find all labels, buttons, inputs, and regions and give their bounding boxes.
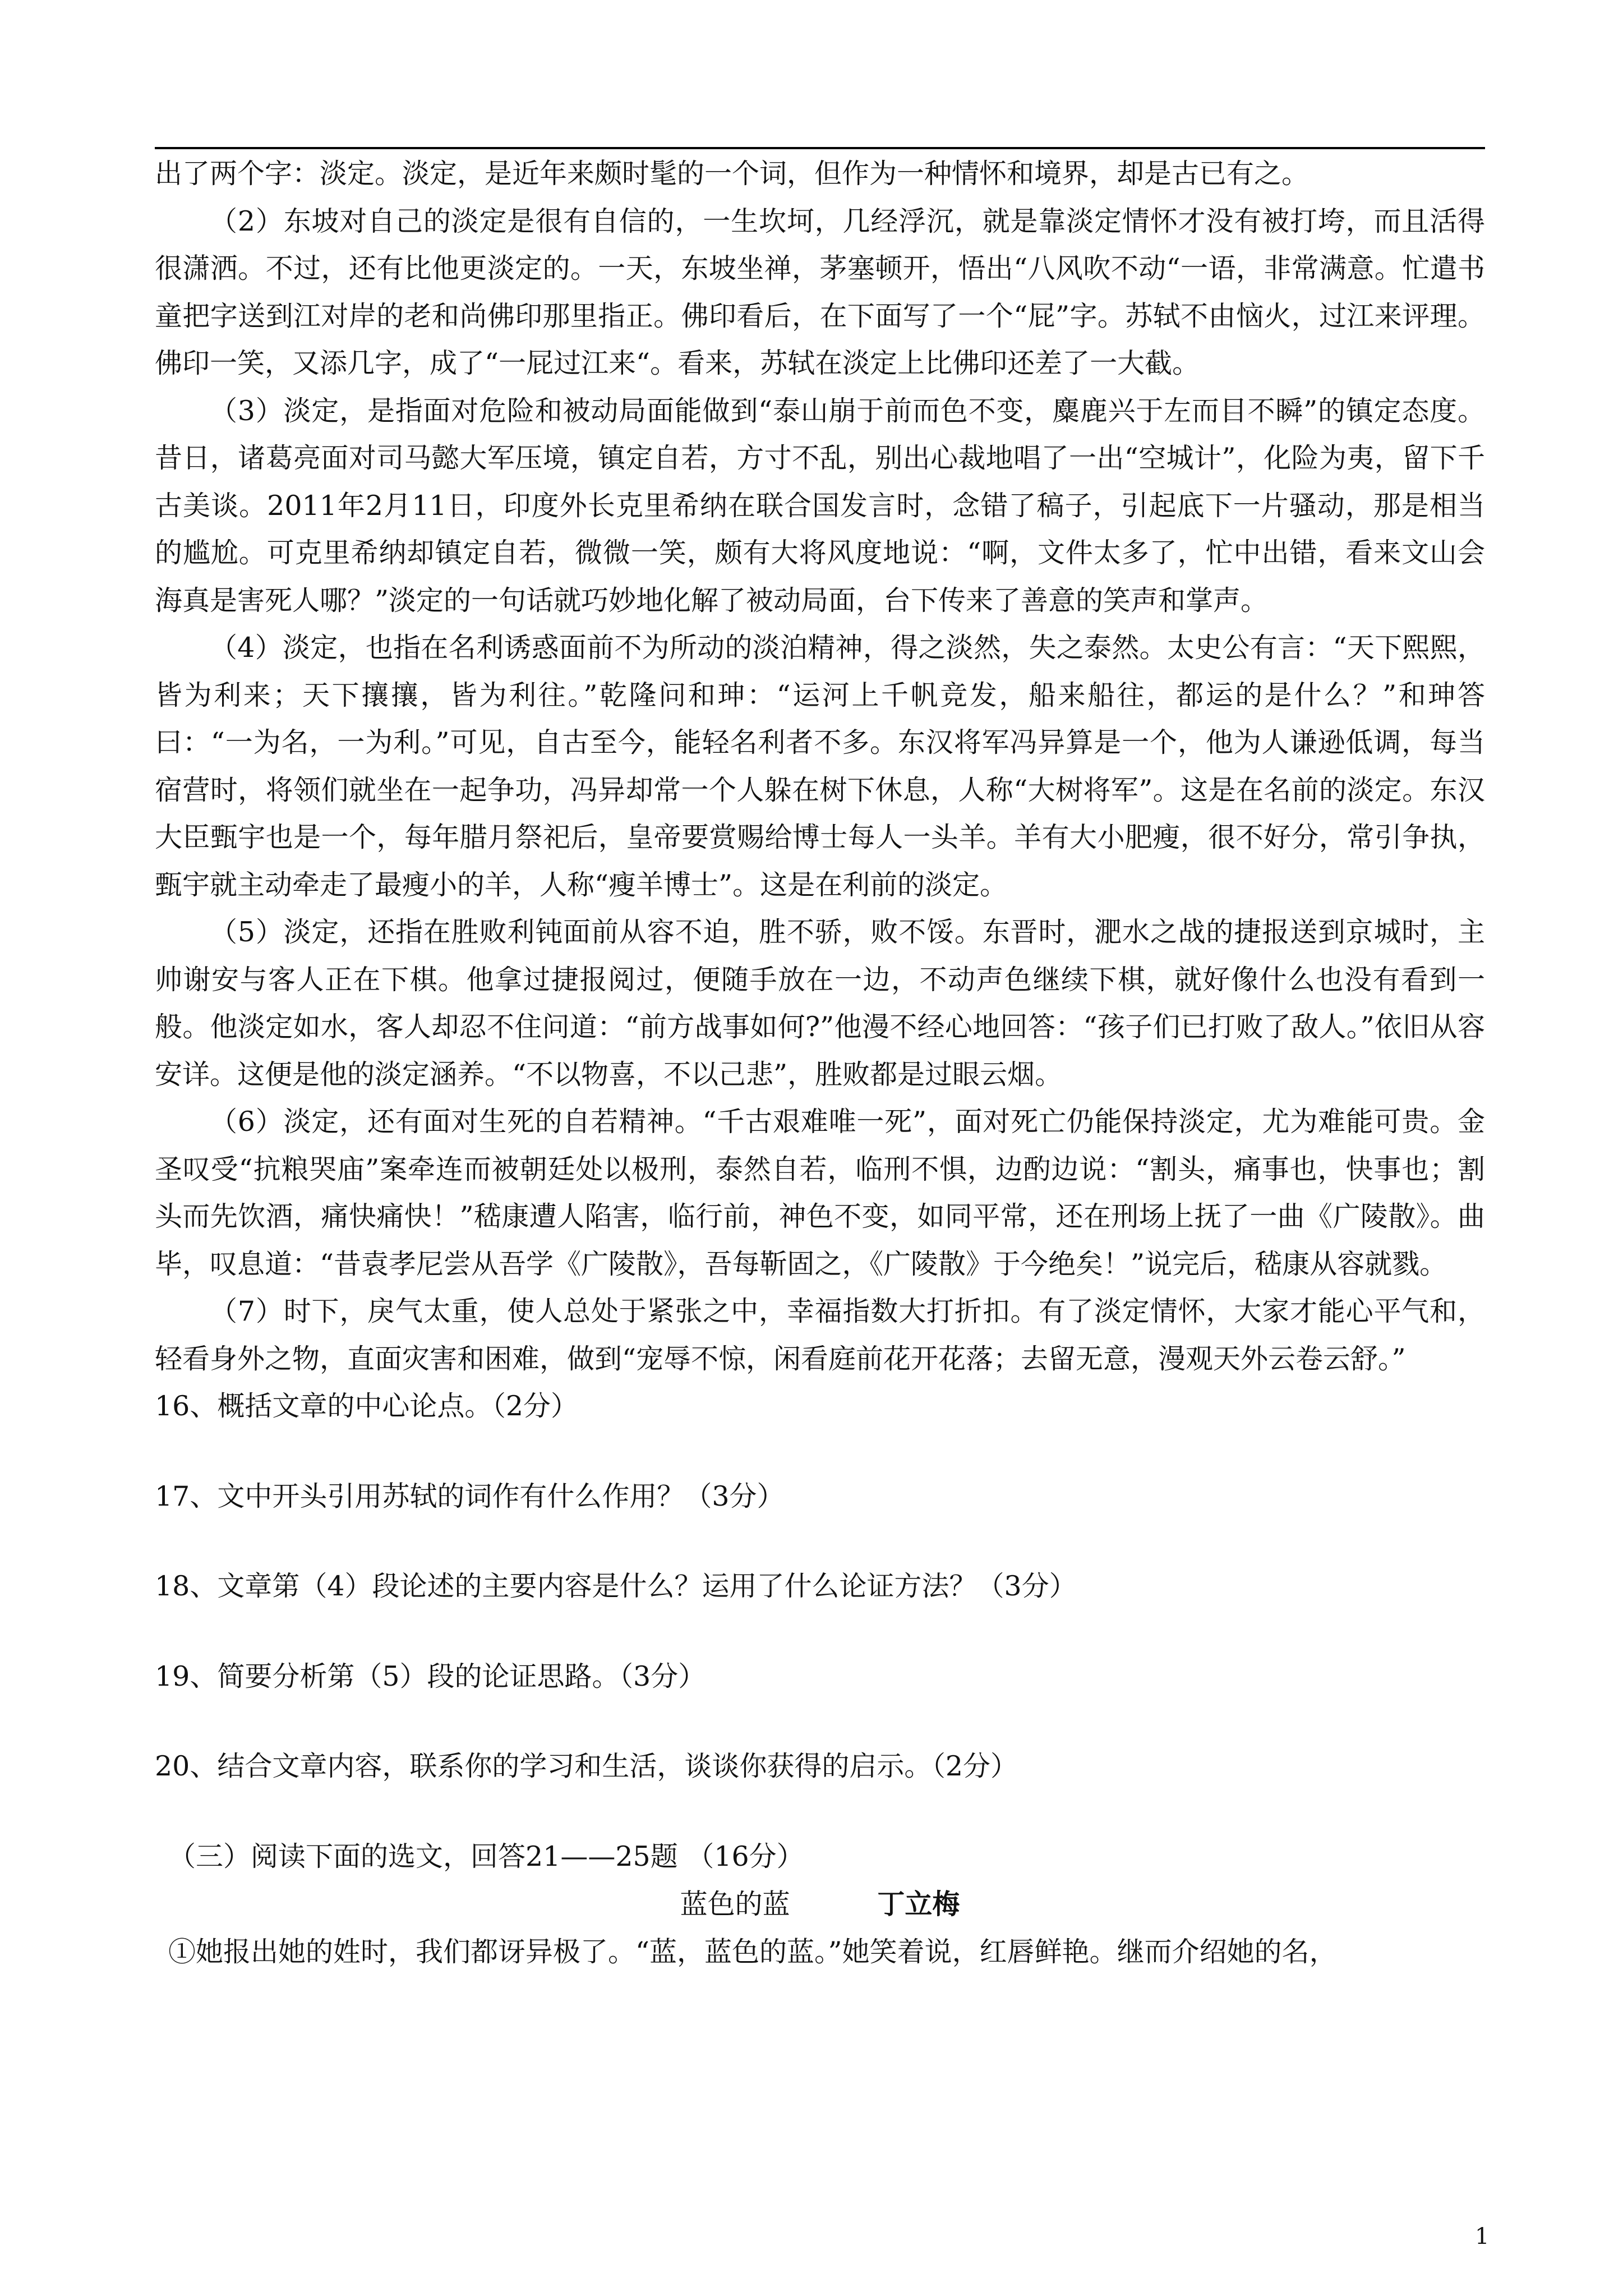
question-16: 16、概括文章的中心论点。（2分）	[155, 1390, 579, 1422]
paragraph-7: （7）时下，戾气太重，使人总处于紧张之中，幸福指数大打折扣。有了淡定情怀，大家才能心平气和，轻看身外之物，直面灾害和困难，做到“宠辱不惊，闲看庭前花开花落；去留无意，漫观天外云卷云舒。”	[155, 1295, 1485, 1375]
page-number: 1	[1475, 2224, 1490, 2249]
question-18: 18、文章第（4）段论述的主要内容是什么？运用了什么论证方法？（3分）	[155, 1570, 1077, 1602]
paragraph-2: （2）东坡对自己的淡定是很有自信的，一生坎坷，几经浮沉，就是靠淡定情怀才没有被打垮，而且活得很潇洒。不过，还有比他更淡定的。一天，东坡坐禅，茅塞顿开，悟出“八风吹不动“一语，非常满意。忙遣书童把字送到江对岸的老和尚佛印那里指正。佛印看后，在下面写了一个“屁”字。苏轼不由恼火，过江来评理。佛印一笑，又添几字，成了“一屁过江来“。看来，苏轼在淡定上比佛印还差了一大截。	[155, 205, 1485, 379]
paragraph-continuation: 出了两个字：淡定。淡定，是近年来颇时髦的一个词，但作为一种情怀和境界，却是古已有之。	[155, 158, 1310, 190]
article-first-paragraph: ①她报出她的姓时，我们都讶异极了。“蓝，蓝色的蓝。”她笑着说，红唇鲜艳。继而介绍她的名，	[168, 1935, 1337, 1968]
paragraph-4: （4）淡定，也指在名利诱惑面前不为所动的淡泊精神，得之淡然，失之泰然。太史公有言：“天下熙熙，皆为利来；天下攘攘，皆为利往。”乾隆问和珅：“运河上千帆竞发，船来船往，都运的是什么？”和珅答曰：“一为名，一为利。”可见，自古至今，能轻名利者不多。东汉将军冯异算是一个，他为人谦逊低调，每当宿营时，将领们就坐在一起争功，冯异却常一个人躲在树下休息，人称“大树将军”。这是在名前的淡定。东汉大臣甄宇也是一个，每年腊月祭祀后，皇帝要赏赐给博士每人一头羊。羊有大小肥瘦，很不好分，常引争执，甄宇就主动牵走了最瘦小的羊，人称“瘦羊博士”。这是在利前的淡定。	[155, 632, 1485, 901]
article-title: 蓝色的蓝	[680, 1888, 790, 1920]
article-author: 丁立梅	[877, 1888, 960, 1920]
paragraph-3: （3）淡定，是指面对危险和被动局面能做到“泰山崩于前而色不变，麋鹿兴于左而目不瞬”的镇定态度。昔日，诸葛亮面对司马懿大军压境，镇定自若，方寸不乱，别出心裁地唱了一出“空城计”，化险为夷，留下千古美谈。2011年2月11日，印度外长克里希纳在联合国发言时，念错了稿子，引起底下一片骚动，那是相当的尴尬。可克里希纳却镇定自若，微微一笑，颇有大将风度地说：“啊，文件太多了，忙中出错，看来文山会海真是害死人哪？”淡定的一句话就巧妙地化解了被动局面，台下传来了善意的笑声和掌声。	[155, 394, 1485, 616]
section-heading: （三）阅读下面的选文，回答21——25题 （16分）	[168, 1840, 804, 1872]
question-20: 20、结合文章内容，联系你的学习和生活，谈谈你获得的启示。（2分）	[155, 1750, 1018, 1782]
question-19: 19、简要分析第（5）段的论证思路。（3分）	[155, 1660, 706, 1692]
document-body	[155, 150, 1485, 1976]
header-rule	[155, 147, 1485, 149]
paragraph-5: （5）淡定，还指在胜败利钝面前从容不迫，胜不骄，败不馁。东晋时，淝水之战的捷报送到京城时，主帅谢安与客人正在下棋。他拿过捷报阅过，便随手放在一边，不动声色继续下棋，就好像什么也没有看到一般。他淡定如水，客人却忍不住问道：“前方战事如何?”他漫不经心地回答：“孩子们已打败了敌人。”依旧从容安详。这便是他的淡定涵养。“不以物喜，不以己悲”，胜败都是过眼云烟。	[155, 916, 1485, 1091]
question-17: 17、文中开头引用苏轼的词作有什么作用？（3分）	[155, 1480, 785, 1512]
paragraph-6: （6）淡定，还有面对生死的自若精神。“千古艰难唯一死”，面对死亡仍能保持淡定，尤为难能可贵。金圣叹受“抗粮哭庙”案牵连而被朝廷处以极刑，泰然自若，临刑不惧，边酌边说：“割头，痛事也，快事也；割头而先饮酒，痛快痛快！”嵇康遭人陷害，临行前，神色不变，如同平常，还在刑场上抚了一曲《广陵散》。曲毕，叹息道：“昔袁孝尼尝从吾学《广陵散》，吾每靳固之，《广陵散》于今绝矣！”说完后，嵇康从容就戮。	[155, 1106, 1485, 1280]
article-title-line	[155, 1880, 1485, 1929]
